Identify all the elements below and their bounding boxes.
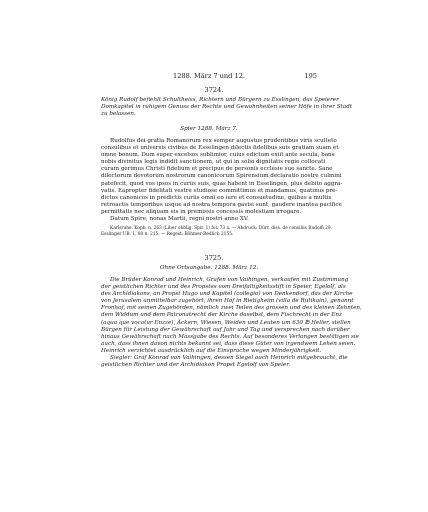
doc1-notes <box>101 226 332 237</box>
doc2-text-line: von Jerusalem unmittelbar zugehört, ihren Hof in Rietigheim (villa de Rutikain), genannt <box>101 298 354 305</box>
header-date: 1288. März 7 und 12. <box>173 72 245 80</box>
doc1-text-line: dilectorum devotorum nostrorum canonicorum Spirensium declaratio nostre culmini <box>101 173 342 180</box>
doc1-text-line: vatis. Eapropter fidelitati vestre studiose committimus et mandamus, quatinus pre- <box>101 187 338 194</box>
doc1-text-line: permittatis nec aliquam eis in premissis concessis molestiam irrogare. <box>101 208 302 215</box>
doc2-text-line: dem Widdum und dem Patronatrecht der Kirche daselbst, dem Fischrecht in der Enz <box>101 312 342 319</box>
doc1-rubric-line: König Rudolf befiehlt Schultheiss, Richtern und Bürgern zu Esslingen, das Speierer <box>101 97 339 103</box>
doc1-text-line: dictos canonicos in predictis curiis omni eo iure et consuetudine, quibus a multis <box>101 194 332 201</box>
doc2-number: 3725. <box>204 254 224 262</box>
doc2-text-line: (aqua que vocatur Enzze), Äckern, Wiesen, Weiden und Leuten um 630 ℔ Heller, stellen <box>101 319 351 326</box>
doc1-note-line: Karlsruhe. Kopb. n. 263 (Liber obblig. Spir. 1) fol. 73 a. — Abdruck: Dürr, diss. de consiliis Rudolfi 29. <box>110 226 332 231</box>
doc2-sealer-line: geistlichen Richter und der Archidiakon Propst Egelolf von Speier. <box>101 362 291 369</box>
doc2-text-line: des Archidiakons, an Propst Hugo und Kapitel (collegio) von Denkendorf, das der Kirche <box>101 291 353 298</box>
doc2-sealer-line: Siegler: Graf Konrad von Vaihingen, dessen Siegel auch Heinrich mitgebraucht, die <box>110 355 348 362</box>
running-header <box>101 72 317 80</box>
doc1-text-line: curam gerimus Christi fidelium et precipue de personis ecclesie sue sancte. Sane <box>101 166 333 173</box>
doc2-text-line: auch, dass ihnen davon nichts bekannt sei, dass diese Güter von irgendwem Lehen seien. <box>101 340 356 347</box>
doc1-text-line: nobis divinitus legis indidit sanctionem, ut qui in solio dignitatis regie collocati <box>101 159 326 166</box>
doc1-rubric-line: Domkapitel in ruhigem Genuss der Rechte und Gewohnheiten seiner Höfe in ihrer Stadt <box>101 104 352 110</box>
doc1-text-line: patefecit, quod vos ipsos in curiis suis, quas habent in Esselingen, plus debito aggra- <box>101 180 343 187</box>
doc2-text-line: der geistlichen Richter und des Propstes vom Dreifaltigkeitsstift in Speier, Egelolf, als <box>101 284 346 291</box>
doc1-text-line: retroactis temporibus usque ad nostra tempora gavisi sunt, gaudere inantea pacifice <box>101 201 342 208</box>
doc2-place-date: Ohne Ortsangabe. 1288. März 12. <box>159 265 259 271</box>
doc1-rubric <box>101 97 352 118</box>
doc1-text-line: omne bonum. Dum super excelsos sublimior, cuius edictum exiit ante secula, bane <box>101 152 335 159</box>
doc2-text-line: Heinrich verzichtet ausdrücklich auf die Einsprache wegen Minderjährigkeit. <box>101 347 322 354</box>
doc2-text-line: Die Brüder Konrad und Heinrich, Grafen von Vaihingen, verkaufen mit Zustimmung <box>110 277 349 283</box>
doc1-text <box>101 138 343 223</box>
page-number: 195 <box>304 72 317 80</box>
doc1-rubric-line: zu belassen. <box>101 111 136 117</box>
doc1-place-date: Spier 1288. März 7. <box>180 126 238 132</box>
doc1-text-line: Rudolfus dei gratia Romanorum rex semper augustus prudentibus viris sculteto <box>110 138 337 144</box>
doc2-text-line: Bürgen für Leistung der Gewährschaft auf Jahr und Tag und versprechen nach darüber <box>101 326 350 333</box>
doc1-datum: Datum Spire, nonas Martii, regni nostri anno XV. <box>110 216 249 223</box>
doc1-text-line: consulibus et universis civibus de Esselingen dilectis fidelibus suis gratiam suam et <box>101 145 339 152</box>
doc2-text-line: Fronhof, mit seinen Zugehörden, nämlich zwei Teilen des grossen und des kleinen Zehnten, <box>101 305 362 312</box>
doc2-text-line: hinaus Gewährschaft nach Massgabe des Rechts. Auf besonderes Verlangen bestätigen sie <box>101 333 359 340</box>
doc1-number: 3724. <box>204 86 224 94</box>
doc2-text <box>101 277 362 369</box>
doc1-note-line: Esslinger UB. 1, 80 n. 215. — Regest: Böhmer-Redlich 2155. <box>101 231 234 237</box>
